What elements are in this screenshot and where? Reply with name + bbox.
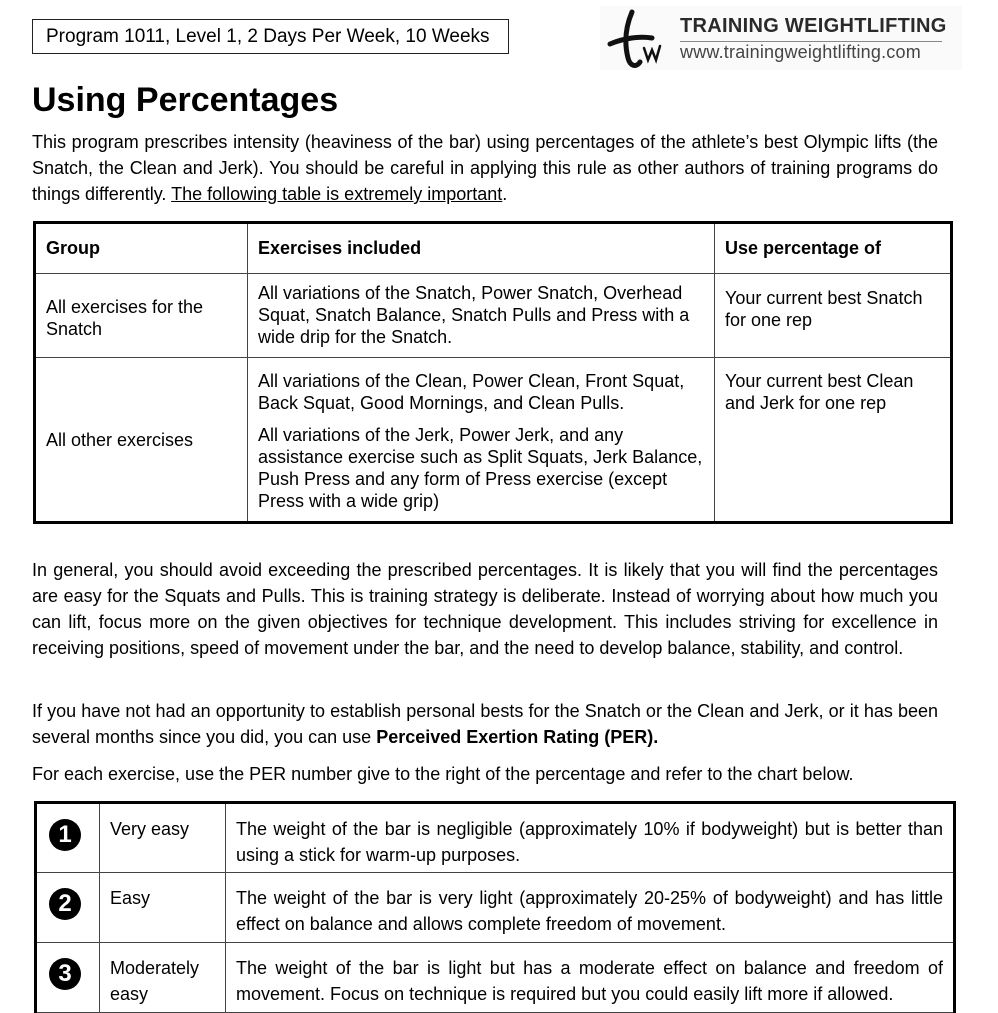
intro-text: This program prescribes intensity (heaviness of the bar) using percentages of the athlete’s best Olympic lifts (the Snatch, the Clean and Jerk). You should be careful in applying this rule as other authors of training programs do things differently. (32, 132, 938, 204)
header-percentage-of: Use percentage of (715, 223, 952, 274)
table-row (36, 873, 955, 943)
group-cell: All exercises for the Snatch (35, 274, 248, 358)
table-header-row (35, 223, 952, 274)
per-term: Perceived Exertion Rating (PER). (376, 727, 659, 747)
exercises-cell (248, 358, 715, 523)
number-2-icon: 2 (49, 888, 81, 920)
tw-logo-icon (604, 8, 674, 70)
per-number-cell (36, 943, 100, 1013)
intro-paragraph (32, 129, 938, 207)
number-3-icon: 3 (49, 958, 81, 990)
header-group: Group (35, 223, 248, 274)
exercises-cell (248, 274, 715, 358)
per-description-cell: The weight of the bar is very light (approximately 20-25% of bodyweight) and has little effect on balance and allows complete freedom of movement. (226, 873, 955, 943)
logo-title: TRAINING WEIGHTLIFTING (680, 15, 947, 37)
program-label: Program 1011, Level 1, 2 Days Per Week, 10 Weeks (32, 19, 509, 54)
table-row (35, 274, 952, 358)
per-table (34, 801, 956, 1013)
percentage-of-cell: Your current best Clean and Jerk for one rep (715, 358, 952, 523)
percentage-table (33, 221, 953, 524)
exercise-text: All variations of the Jerk, Power Jerk, and any assistance exercise such as Split Squats, Jerk Balance, Push Press and any form of Press exercise (except Press with a wide grip) (258, 425, 703, 511)
per-description-cell: The weight of the bar is light but has a moderate effect on balance and freedom of movement. Focus on technique is required but you could easily lift more if allowed. (226, 943, 955, 1013)
exercise-text: All variations of the Clean, Power Clean, Front Squat, Back Squat, Good Mornings, and Clean Pulls. (258, 371, 685, 413)
per-level-cell: Easy (100, 873, 226, 943)
per-text: If you have not had an opportunity to establish personal bests for the Snatch or the Clean and Jerk, or it has been several months since you did, you can use (32, 701, 938, 747)
per-level-cell: Moderately easy (100, 943, 226, 1013)
exercise-text: All variations of the Snatch, Power Snatch, Overhead Squat, Snatch Balance, Snatch Pulls and Press with a wide drip for the Snatch. (258, 283, 690, 347)
table-row (35, 358, 952, 523)
intro-end: . (502, 184, 508, 204)
header-exercises: Exercises included (248, 223, 715, 274)
page-title: Using Percentages (32, 81, 339, 119)
per-number-cell (36, 803, 100, 873)
table-row (36, 943, 955, 1013)
percentage-of-cell: Your current best Snatch for one rep (715, 274, 952, 358)
each-exercise-paragraph: For each exercise, use the PER number give to the right of the percentage and refer to the chart below. (32, 764, 854, 784)
important-note: The following table is extremely important (171, 184, 503, 204)
per-paragraph (32, 698, 938, 750)
logo-url: www.trainingweightlifting.com (680, 42, 921, 62)
per-number-cell (36, 873, 100, 943)
group-cell: All other exercises (35, 358, 248, 523)
per-description-cell: The weight of the bar is negligible (approximately 10% if bodyweight) but is better than using a stick for warm-up purposes. (226, 803, 955, 873)
number-1-icon: 1 (49, 819, 81, 851)
per-level-cell: Very easy (100, 803, 226, 873)
general-paragraph: In general, you should avoid exceeding the prescribed percentages. It is likely that you will find the percentages are easy for the Squats and Pulls. This is training strategy is deliberate. Instead of worrying about how much you can lift, focus more on the given objectives for technique development. This includes striving for excellence in receiving positions, speed of movement under the bar, and the need to develop balance, stability, and control. (32, 560, 938, 658)
brand-logo (600, 6, 962, 70)
table-row (36, 803, 955, 873)
